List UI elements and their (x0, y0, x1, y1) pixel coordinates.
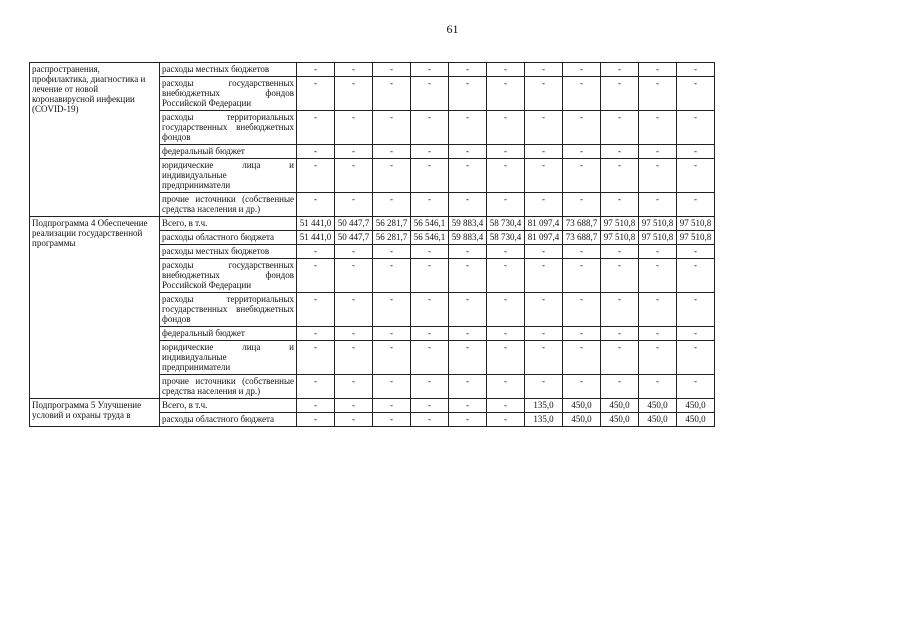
funding-source-cell: Всего, в т.ч. (160, 399, 297, 413)
value-cell: - (639, 145, 677, 159)
value-cell: - (639, 293, 677, 327)
value-cell: - (487, 327, 525, 341)
value-cell: - (487, 145, 525, 159)
value-cell: - (563, 293, 601, 327)
value-cell: 97 510,8 (639, 231, 677, 245)
value-cell: - (411, 159, 449, 193)
value-cell: - (335, 293, 373, 327)
value-cell: - (601, 341, 639, 375)
funding-source-cell: расходы государственных внебюджетных фондов Российской Федерации (160, 77, 297, 111)
value-cell: - (373, 327, 411, 341)
funding-source-cell: юридические лица и индивидуальные предприниматели (160, 159, 297, 193)
value-cell: - (335, 341, 373, 375)
value-cell: 73 688,7 (563, 217, 601, 231)
value-cell: - (563, 63, 601, 77)
program-name-cell: Подпрограмма 5 Улучшение условий и охраны труда в (30, 399, 160, 427)
value-cell: 135,0 (525, 413, 563, 427)
value-cell: 56 546,1 (411, 217, 449, 231)
value-cell: - (563, 245, 601, 259)
value-cell: - (487, 159, 525, 193)
funding-source-cell: прочие источники (собственные средства населения и др.) (160, 375, 297, 399)
value-cell: - (639, 327, 677, 341)
value-cell: - (563, 259, 601, 293)
value-cell: - (411, 63, 449, 77)
value-cell: - (677, 193, 715, 217)
value-cell: - (525, 259, 563, 293)
value-cell: - (601, 159, 639, 193)
value-cell: - (563, 145, 601, 159)
value-cell: - (487, 341, 525, 375)
value-cell: - (411, 145, 449, 159)
value-cell: - (525, 327, 563, 341)
value-cell: - (411, 341, 449, 375)
value-cell: - (373, 193, 411, 217)
value-cell: - (449, 413, 487, 427)
value-cell: - (487, 413, 525, 427)
value-cell: 56 281,7 (373, 217, 411, 231)
value-cell: - (411, 259, 449, 293)
value-cell: - (487, 375, 525, 399)
value-cell: - (449, 245, 487, 259)
value-cell: - (677, 341, 715, 375)
value-cell: - (297, 399, 335, 413)
value-cell: - (373, 341, 411, 375)
value-cell: - (297, 145, 335, 159)
value-cell: - (335, 193, 373, 217)
value-cell: - (563, 193, 601, 217)
value-cell: 135,0 (525, 399, 563, 413)
value-cell: - (411, 327, 449, 341)
value-cell: - (563, 159, 601, 193)
value-cell: 450,0 (601, 413, 639, 427)
program-name-cell: распространения, профилактика, диагностика и лечение от новой коронавирусной инфекции (COVID-19) (30, 63, 160, 217)
funding-source-cell: расходы местных бюджетов (160, 245, 297, 259)
value-cell: - (335, 375, 373, 399)
value-cell: 97 510,8 (677, 217, 715, 231)
value-cell: 450,0 (677, 399, 715, 413)
value-cell: - (335, 77, 373, 111)
table-row (30, 399, 715, 413)
value-cell: - (525, 245, 563, 259)
value-cell: - (601, 63, 639, 77)
value-cell: 51 441,0 (297, 217, 335, 231)
value-cell: - (449, 399, 487, 413)
value-cell: - (373, 111, 411, 145)
value-cell: - (449, 293, 487, 327)
value-cell: - (297, 413, 335, 427)
value-cell: - (449, 145, 487, 159)
value-cell: - (563, 341, 601, 375)
value-cell: - (373, 63, 411, 77)
value-cell: 51 441,0 (297, 231, 335, 245)
value-cell: - (411, 375, 449, 399)
value-cell: - (449, 111, 487, 145)
value-cell: - (639, 193, 677, 217)
value-cell: - (525, 293, 563, 327)
value-cell: - (639, 375, 677, 399)
value-cell: - (601, 375, 639, 399)
value-cell: - (563, 111, 601, 145)
value-cell: - (373, 77, 411, 111)
value-cell: - (373, 399, 411, 413)
value-cell: - (297, 111, 335, 145)
value-cell: - (487, 111, 525, 145)
value-cell: - (373, 159, 411, 193)
funding-source-cell: расходы областного бюджета (160, 413, 297, 427)
value-cell: - (411, 399, 449, 413)
value-cell: - (411, 245, 449, 259)
value-cell: - (487, 399, 525, 413)
value-cell: 450,0 (563, 413, 601, 427)
funding-source-cell: федеральный бюджет (160, 327, 297, 341)
value-cell: - (563, 375, 601, 399)
value-cell: - (525, 77, 563, 111)
value-cell: 97 510,8 (601, 231, 639, 245)
value-cell: - (411, 413, 449, 427)
value-cell: - (677, 245, 715, 259)
value-cell: - (639, 159, 677, 193)
value-cell: - (411, 193, 449, 217)
program-name-cell: Подпрограмма 4 Обеспечение реализации государственной программы (30, 217, 160, 399)
value-cell: - (449, 159, 487, 193)
value-cell: - (297, 341, 335, 375)
value-cell: 450,0 (639, 413, 677, 427)
value-cell: 73 688,7 (563, 231, 601, 245)
funding-source-cell: расходы государственных внебюджетных фондов Российской Федерации (160, 259, 297, 293)
value-cell: 50 447,7 (335, 231, 373, 245)
funding-source-cell: федеральный бюджет (160, 145, 297, 159)
value-cell: - (601, 111, 639, 145)
value-cell: - (449, 77, 487, 111)
value-cell: - (487, 293, 525, 327)
value-cell: - (449, 327, 487, 341)
value-cell: - (297, 327, 335, 341)
value-cell: 97 510,8 (677, 231, 715, 245)
value-cell: - (373, 245, 411, 259)
value-cell: - (297, 375, 335, 399)
value-cell: - (601, 193, 639, 217)
value-cell: - (335, 159, 373, 193)
value-cell: - (297, 63, 335, 77)
value-cell: 97 510,8 (639, 217, 677, 231)
value-cell: - (487, 259, 525, 293)
value-cell: - (373, 375, 411, 399)
value-cell: - (639, 77, 677, 111)
value-cell: 56 546,1 (411, 231, 449, 245)
value-cell: 450,0 (601, 399, 639, 413)
value-cell: - (449, 193, 487, 217)
table-row (30, 217, 715, 231)
funding-source-cell: юридические лица и индивидуальные предприниматели (160, 341, 297, 375)
value-cell: - (601, 77, 639, 111)
value-cell: - (601, 245, 639, 259)
value-cell: - (487, 77, 525, 111)
funding-source-cell: расходы областного бюджета (160, 231, 297, 245)
value-cell: - (525, 145, 563, 159)
value-cell: - (677, 327, 715, 341)
value-cell: - (449, 375, 487, 399)
value-cell: - (411, 293, 449, 327)
value-cell: - (487, 245, 525, 259)
value-cell: - (601, 327, 639, 341)
value-cell: - (639, 341, 677, 375)
value-cell: - (335, 245, 373, 259)
value-cell: - (373, 145, 411, 159)
value-cell: - (639, 63, 677, 77)
value-cell: - (487, 63, 525, 77)
value-cell: - (335, 111, 373, 145)
value-cell: - (677, 77, 715, 111)
value-cell: - (411, 111, 449, 145)
value-cell: - (297, 193, 335, 217)
value-cell: - (639, 111, 677, 145)
value-cell: - (677, 259, 715, 293)
value-cell: - (525, 111, 563, 145)
funding-source-cell: расходы территориальных государственных внебюджетных фондов (160, 293, 297, 327)
value-cell: - (525, 375, 563, 399)
value-cell: - (335, 259, 373, 293)
value-cell: - (525, 63, 563, 77)
value-cell: - (449, 341, 487, 375)
value-cell: - (373, 293, 411, 327)
value-cell: - (601, 259, 639, 293)
value-cell: 81 097,4 (525, 217, 563, 231)
funding-source-cell: расходы местных бюджетов (160, 63, 297, 77)
value-cell: - (487, 193, 525, 217)
value-cell: - (335, 63, 373, 77)
value-cell: 58 730,4 (487, 231, 525, 245)
value-cell: 59 883,4 (449, 217, 487, 231)
value-cell: - (601, 145, 639, 159)
funding-source-cell: Всего, в т.ч. (160, 217, 297, 231)
value-cell: - (639, 245, 677, 259)
value-cell: - (639, 259, 677, 293)
value-cell: - (335, 327, 373, 341)
value-cell: - (411, 77, 449, 111)
value-cell: - (563, 77, 601, 111)
budget-table-body (30, 63, 715, 427)
table-row (30, 63, 715, 77)
value-cell: - (677, 145, 715, 159)
funding-source-cell: расходы территориальных государственных внебюджетных фондов (160, 111, 297, 145)
value-cell: - (335, 145, 373, 159)
value-cell: - (449, 259, 487, 293)
budget-table (29, 62, 715, 427)
page-number: 61 (446, 22, 459, 36)
value-cell: - (677, 63, 715, 77)
value-cell: - (297, 293, 335, 327)
value-cell: - (677, 293, 715, 327)
value-cell: - (525, 341, 563, 375)
value-cell: 58 730,4 (487, 217, 525, 231)
value-cell: 50 447,7 (335, 217, 373, 231)
value-cell: - (449, 63, 487, 77)
value-cell: - (601, 293, 639, 327)
funding-source-cell: прочие источники (собственные средства населения и др.) (160, 193, 297, 217)
value-cell: 450,0 (563, 399, 601, 413)
value-cell: - (677, 159, 715, 193)
value-cell: - (297, 245, 335, 259)
value-cell: - (297, 159, 335, 193)
value-cell: - (677, 111, 715, 145)
value-cell: 450,0 (677, 413, 715, 427)
value-cell: 81 097,4 (525, 231, 563, 245)
value-cell: - (525, 159, 563, 193)
value-cell: - (677, 375, 715, 399)
value-cell: 59 883,4 (449, 231, 487, 245)
value-cell: 56 281,7 (373, 231, 411, 245)
value-cell: 97 510,8 (601, 217, 639, 231)
value-cell: - (373, 413, 411, 427)
value-cell: - (335, 399, 373, 413)
value-cell: - (335, 413, 373, 427)
value-cell: - (563, 327, 601, 341)
value-cell: - (297, 77, 335, 111)
value-cell: - (297, 259, 335, 293)
value-cell: 450,0 (639, 399, 677, 413)
value-cell: - (525, 193, 563, 217)
value-cell: - (373, 259, 411, 293)
